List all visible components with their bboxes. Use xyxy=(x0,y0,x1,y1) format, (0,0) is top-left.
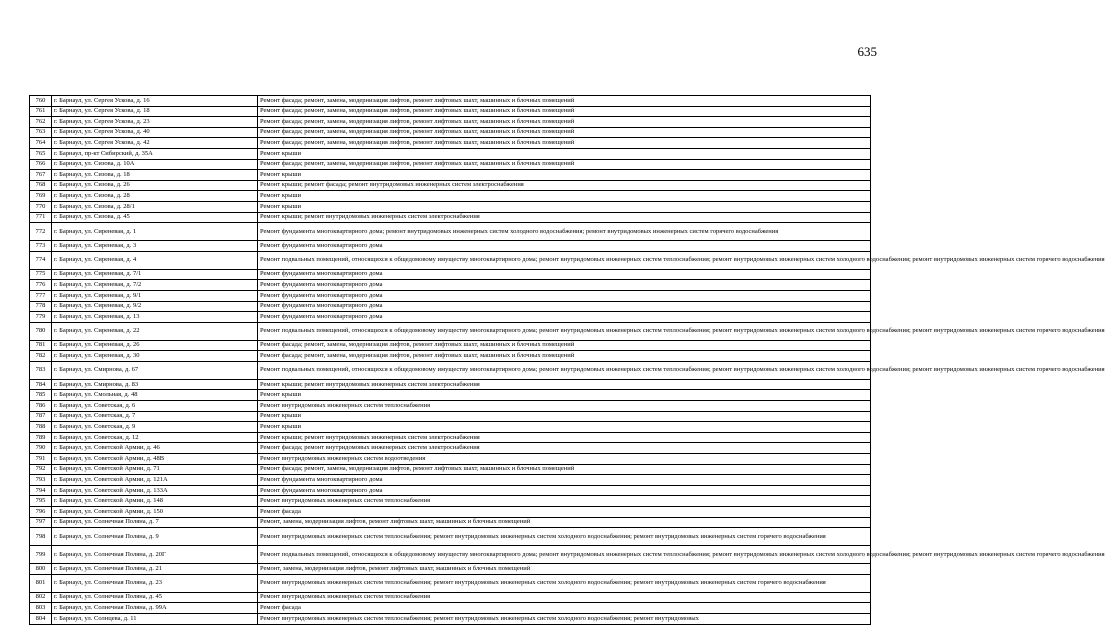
row-number-cell: 773 xyxy=(30,241,52,252)
address-cell: г. Барнаул, ул. Сиреневая, д. 1 xyxy=(52,223,258,241)
table-row xyxy=(30,603,871,614)
table-row xyxy=(30,475,871,486)
table-row xyxy=(30,361,871,379)
repair-work-cell: Ремонт внутридомовых инженерных систем водоотведения xyxy=(258,454,871,465)
row-number-cell: 775 xyxy=(30,269,52,280)
repair-work-cell: Ремонт, замена, модернизация лифтов, ремонт лифтовых шахт, машинных и блочных помещений xyxy=(258,564,871,575)
address-cell: г. Барнаул, ул. Солнечная Поляна, д. 9 xyxy=(52,528,258,546)
table-row xyxy=(30,390,871,401)
table-row xyxy=(30,280,871,291)
row-number-cell: 765 xyxy=(30,148,52,159)
table-row xyxy=(30,138,871,149)
table-row xyxy=(30,592,871,603)
address-cell: г. Барнаул, ул. Советской Армии, д. 46 xyxy=(52,443,258,454)
address-cell: г. Барнаул, ул. Советской Армии, д. 71 xyxy=(52,464,258,475)
repair-work-cell: Ремонт крыши; ремонт внутридомовых инженерных систем электроснабжения xyxy=(258,432,871,443)
row-number-cell: 800 xyxy=(30,564,52,575)
row-number-cell: 782 xyxy=(30,351,52,362)
address-cell: г. Барнаул, ул. Сергея Ускова, д. 18 xyxy=(52,106,258,117)
table-row xyxy=(30,351,871,362)
table-row xyxy=(30,340,871,351)
table-row xyxy=(30,106,871,117)
row-number-cell: 785 xyxy=(30,390,52,401)
row-number-cell: 784 xyxy=(30,379,52,390)
row-number-cell: 763 xyxy=(30,127,52,138)
repair-work-cell: Ремонт внутридомовых инженерных систем теплоснабжения; ремонт внутридомовых инженерных систем холодного водоснабжения; ремонт внутридомовых инженерных систем горячего водоснабжения xyxy=(258,574,871,592)
row-number-cell: 799 xyxy=(30,546,52,564)
repair-work-cell: Ремонт фундамента многоквартирного дома xyxy=(258,485,871,496)
repair-work-cell: Ремонт внутридомовых инженерных систем теплоснабжения xyxy=(258,401,871,412)
row-number-cell: 798 xyxy=(30,528,52,546)
repair-work-cell: Ремонт фундамента многоквартирного дома xyxy=(258,241,871,252)
address-cell: г. Барнаул, ул. Смольная, д. 48 xyxy=(52,390,258,401)
table-row xyxy=(30,422,871,433)
address-cell: г. Барнаул, ул. Советская, д. 7 xyxy=(52,411,258,422)
repair-work-cell: Ремонт внутридомовых инженерных систем теплоснабжения; ремонт внутридомовых инженерных систем холодного водоснабжения; ремонт внутридомовых xyxy=(258,613,871,624)
repair-work-cell: Ремонт подвальных помещений, относящихся к общедомовому имуществу многоквартирного дома; ремонт внутридомовых инженерных систем теплоснабжения; ремонт внутридомовых инженерных систем холодного водоснабжения; ремонт внутридомовых инженерных систем горячего водоснабжения xyxy=(258,361,871,379)
repair-work-cell: Ремонт фасада xyxy=(258,507,871,518)
table-row xyxy=(30,96,871,107)
table-row xyxy=(30,312,871,323)
address-cell: г. Барнаул, ул. Смирнова, д. 83 xyxy=(52,379,258,390)
address-cell: г. Барнаул, ул. Сизова, д. 28/1 xyxy=(52,201,258,212)
repair-work-cell: Ремонт фасада; ремонт, замена, модернизация лифтов, ремонт лифтовых шахт, машинных и блочных помещений xyxy=(258,138,871,149)
address-cell: г. Барнаул, ул. Сиреневая, д. 7/1 xyxy=(52,269,258,280)
repair-work-cell: Ремонт фасада; ремонт, замена, модернизация лифтов, ремонт лифтовых шахт, машинных и блочных помещений xyxy=(258,127,871,138)
address-cell: г. Барнаул, ул. Сизова, д. 45 xyxy=(52,212,258,223)
row-number-cell: 789 xyxy=(30,432,52,443)
row-number-cell: 760 xyxy=(30,96,52,107)
address-cell: г. Барнаул, ул. Солнечная Поляна, д. 7 xyxy=(52,517,258,528)
row-number-cell: 788 xyxy=(30,422,52,433)
repair-work-cell: Ремонт подвальных помещений, относящихся к общедомовому имуществу многоквартирного дома; ремонт внутридомовых инженерных систем теплоснабжения; ремонт внутридомовых инженерных систем холодного водоснабжения; ремонт внутридомовых инженерных систем горячего водоснабжения xyxy=(258,251,871,269)
repair-work-cell: Ремонт фасада; ремонт, замена, модернизация лифтов, ремонт лифтовых шахт, машинных и блочных помещений xyxy=(258,117,871,128)
row-number-cell: 780 xyxy=(30,322,52,340)
address-cell: г. Барнаул, ул. Сергея Ускова, д. 16 xyxy=(52,96,258,107)
address-cell: г. Барнаул, ул. Солнечная Поляна, д. 23 xyxy=(52,574,258,592)
address-cell: г. Барнаул, ул. Сиреневая, д. 7/2 xyxy=(52,280,258,291)
table-row xyxy=(30,443,871,454)
table-row xyxy=(30,464,871,475)
address-cell: г. Барнаул, ул. Советской Армии, д. 121А xyxy=(52,475,258,486)
repair-work-cell: Ремонт фасада; ремонт, замена, модернизация лифтов, ремонт лифтовых шахт, машинных и блочных помещений xyxy=(258,464,871,475)
table-row xyxy=(30,290,871,301)
address-cell: г. Барнаул, ул. Сергея Ускова, д. 40 xyxy=(52,127,258,138)
address-cell: г. Барнаул, ул. Смирнова, д. 67 xyxy=(52,361,258,379)
address-cell: г. Барнаул, ул. Советской Армии, д. 148 xyxy=(52,496,258,507)
table-row xyxy=(30,564,871,575)
address-cell: г. Барнаул, ул. Сизова, д. 26 xyxy=(52,180,258,191)
row-number-cell: 786 xyxy=(30,401,52,412)
table-row xyxy=(30,528,871,546)
table-row xyxy=(30,148,871,159)
row-number-cell: 783 xyxy=(30,361,52,379)
table-row xyxy=(30,159,871,170)
repair-work-cell: Ремонт крыши xyxy=(258,390,871,401)
table-row xyxy=(30,322,871,340)
row-number-cell: 774 xyxy=(30,251,52,269)
repair-work-cell: Ремонт, замена, модернизация лифтов, ремонт лифтовых шахт, машинных и блочных помещений xyxy=(258,517,871,528)
repair-work-cell: Ремонт фундамента многоквартирного дома xyxy=(258,301,871,312)
repair-work-cell: Ремонт крыши xyxy=(258,422,871,433)
address-cell: г. Барнаул, ул. Советская, д. 12 xyxy=(52,432,258,443)
repair-work-cell: Ремонт фасада; ремонт, замена, модернизация лифтов, ремонт лифтовых шахт, машинных и блочных помещений xyxy=(258,106,871,117)
repair-work-cell: Ремонт подвальных помещений, относящихся к общедомовому имуществу многоквартирного дома; ремонт внутридомовых инженерных систем теплоснабжения; ремонт внутридомовых инженерных систем холодного водоснабжения; ремонт внутридомовых инженерных систем горячего водоснабжения xyxy=(258,546,871,564)
row-number-cell: 772 xyxy=(30,223,52,241)
table-row xyxy=(30,379,871,390)
repair-work-cell: Ремонт фасада; ремонт, замена, модернизация лифтов, ремонт лифтовых шахт, машинных и блочных помещений xyxy=(258,340,871,351)
table-body xyxy=(30,96,1105,625)
address-cell: г. Барнаул, ул. Сиреневая, д. 9/1 xyxy=(52,290,258,301)
repair-work-cell: Ремонт подвальных помещений, относящихся к общедомовому имуществу многоквартирного дома; ремонт внутридомовых инженерных систем теплоснабжения; ремонт внутридомовых инженерных систем холодного водоснабжения; ремонт внутридомовых инженерных систем горячего водоснабжения xyxy=(258,322,871,340)
address-cell: г. Барнаул, ул. Солнечная Поляна, д. 45 xyxy=(52,592,258,603)
row-number-cell: 791 xyxy=(30,454,52,465)
table-row xyxy=(30,212,871,223)
address-cell: г. Барнаул, ул. Сергея Ускова, д. 23 xyxy=(52,117,258,128)
table-row xyxy=(30,201,871,212)
repair-work-cell: Ремонт внутридомовых инженерных систем теплоснабжения; ремонт внутридомовых инженерных систем холодного водоснабжения; ремонт внутридомовых инженерных систем горячего водоснабжения xyxy=(258,528,871,546)
table-row xyxy=(30,117,871,128)
row-number-cell: 804 xyxy=(30,613,52,624)
page-number: 635 xyxy=(857,44,877,59)
table-row xyxy=(30,191,871,202)
address-cell: г. Барнаул, ул. Сиреневая, д. 9/2 xyxy=(52,301,258,312)
repair-work-cell: Ремонт фундамента многоквартирного дома xyxy=(258,290,871,301)
address-cell: г. Барнаул, ул. Сиреневая, д. 4 xyxy=(52,251,258,269)
table-row xyxy=(30,411,871,422)
row-number-cell: 767 xyxy=(30,170,52,181)
repair-register-table xyxy=(29,95,1105,625)
row-number-cell: 771 xyxy=(30,212,52,223)
address-cell: г. Барнаул, ул. Сиреневая, д. 22 xyxy=(52,322,258,340)
repair-work-cell: Ремонт крыши; ремонт внутридомовых инженерных систем электроснабжения xyxy=(258,212,871,223)
table-row xyxy=(30,127,871,138)
row-number-cell: 803 xyxy=(30,603,52,614)
table-row xyxy=(30,507,871,518)
address-cell: г. Барнаул, ул. Сергея Ускова, д. 42 xyxy=(52,138,258,149)
row-number-cell: 790 xyxy=(30,443,52,454)
repair-work-cell: Ремонт крыши xyxy=(258,191,871,202)
repair-work-cell: Ремонт фасада; ремонт внутридомовых инженерных систем электроснабжения xyxy=(258,443,871,454)
table-row xyxy=(30,432,871,443)
table-row xyxy=(30,251,871,269)
row-number-cell: 768 xyxy=(30,180,52,191)
table-row xyxy=(30,574,871,592)
row-number-cell: 777 xyxy=(30,290,52,301)
repair-work-cell: Ремонт фундамента многоквартирного дома; ремонт внутридомовых инженерных систем холодного водоснабжения; ремонт внутридомовых инженерных систем горячего водоснабжения xyxy=(258,223,871,241)
row-number-cell: 779 xyxy=(30,312,52,323)
address-cell: г. Барнаул, ул. Солнцева, д. 11 xyxy=(52,613,258,624)
repair-work-cell: Ремонт крыши; ремонт фасада; ремонт внутридомовых инженерных систем электроснабжения xyxy=(258,180,871,191)
row-number-cell: 793 xyxy=(30,475,52,486)
table-row xyxy=(30,241,871,252)
repair-work-cell: Ремонт фундамента многоквартирного дома xyxy=(258,280,871,291)
repair-work-cell: Ремонт крыши; ремонт внутридомовых инженерных систем электроснабжения xyxy=(258,379,871,390)
table-row xyxy=(30,546,871,564)
repair-work-cell: Ремонт фундамента многоквартирного дома xyxy=(258,475,871,486)
table-row xyxy=(30,485,871,496)
address-cell: г. Барнаул, ул. Сиреневая, д. 30 xyxy=(52,351,258,362)
row-number-cell: 796 xyxy=(30,507,52,518)
row-number-cell: 794 xyxy=(30,485,52,496)
repair-work-cell: Ремонт фасада xyxy=(258,603,871,614)
address-cell: г. Барнаул, пр-кт Сибирский, д. 35А xyxy=(52,148,258,159)
repair-work-cell: Ремонт фундамента многоквартирного дома xyxy=(258,312,871,323)
row-number-cell: 781 xyxy=(30,340,52,351)
row-number-cell: 764 xyxy=(30,138,52,149)
repair-work-cell: Ремонт фасада; ремонт, замена, модернизация лифтов, ремонт лифтовых шахт, машинных и блочных помещений xyxy=(258,159,871,170)
row-number-cell: 769 xyxy=(30,191,52,202)
row-number-cell: 776 xyxy=(30,280,52,291)
repair-work-cell: Ремонт крыши xyxy=(258,411,871,422)
table-row xyxy=(30,496,871,507)
repair-work-cell: Ремонт крыши xyxy=(258,201,871,212)
address-cell: г. Барнаул, ул. Солнечная Поляна, д. 20Г xyxy=(52,546,258,564)
repair-work-cell: Ремонт крыши xyxy=(258,148,871,159)
address-cell: г. Барнаул, ул. Советской Армии, д. 48В xyxy=(52,454,258,465)
row-number-cell: 787 xyxy=(30,411,52,422)
row-number-cell: 801 xyxy=(30,574,52,592)
row-number-cell: 762 xyxy=(30,117,52,128)
address-cell: г. Барнаул, ул. Солнечная Поляна, д. 21 xyxy=(52,564,258,575)
table-row xyxy=(30,613,871,624)
address-cell: г. Барнаул, ул. Солнечная Поляна, д. 99А xyxy=(52,603,258,614)
address-cell: г. Барнаул, ул. Советская, д. 9 xyxy=(52,422,258,433)
row-number-cell: 761 xyxy=(30,106,52,117)
table-row xyxy=(30,517,871,528)
table-row xyxy=(30,301,871,312)
table-row xyxy=(30,223,871,241)
address-cell: г. Барнаул, ул. Сиреневая, д. 13 xyxy=(52,312,258,323)
address-cell: г. Барнаул, ул. Сизова, д. 18 xyxy=(52,170,258,181)
address-cell: г. Барнаул, ул. Советская, д. 6 xyxy=(52,401,258,412)
repair-work-cell: Ремонт фасада; ремонт, замена, модернизация лифтов, ремонт лифтовых шахт, машинных и блочных помещений xyxy=(258,351,871,362)
table-row xyxy=(30,269,871,280)
table-row xyxy=(30,170,871,181)
repair-work-cell: Ремонт фундамента многоквартирного дома xyxy=(258,269,871,280)
row-number-cell: 792 xyxy=(30,464,52,475)
address-cell: г. Барнаул, ул. Сиреневая, д. 26 xyxy=(52,340,258,351)
address-cell: г. Барнаул, ул. Сизова, д. 10А xyxy=(52,159,258,170)
table-row xyxy=(30,454,871,465)
row-number-cell: 795 xyxy=(30,496,52,507)
row-number-cell: 778 xyxy=(30,301,52,312)
row-number-cell: 770 xyxy=(30,201,52,212)
repair-work-cell: Ремонт внутридомовых инженерных систем теплоснабжения xyxy=(258,592,871,603)
address-cell: г. Барнаул, ул. Сиреневая, д. 3 xyxy=(52,241,258,252)
repair-work-cell: Ремонт фасада; ремонт, замена, модернизация лифтов, ремонт лифтовых шахт, машинных и блочных помещений xyxy=(258,96,871,107)
repair-work-cell: Ремонт внутридомовых инженерных систем теплоснабжения xyxy=(258,496,871,507)
table-row xyxy=(30,401,871,412)
repair-work-cell: Ремонт крыши xyxy=(258,170,871,181)
address-cell: г. Барнаул, ул. Советской Армии, д. 133А xyxy=(52,485,258,496)
address-cell: г. Барнаул, ул. Советской Армии, д. 150 xyxy=(52,507,258,518)
row-number-cell: 766 xyxy=(30,159,52,170)
row-number-cell: 802 xyxy=(30,592,52,603)
table-row xyxy=(30,180,871,191)
address-cell: г. Барнаул, ул. Сизова, д. 28 xyxy=(52,191,258,202)
row-number-cell: 797 xyxy=(30,517,52,528)
